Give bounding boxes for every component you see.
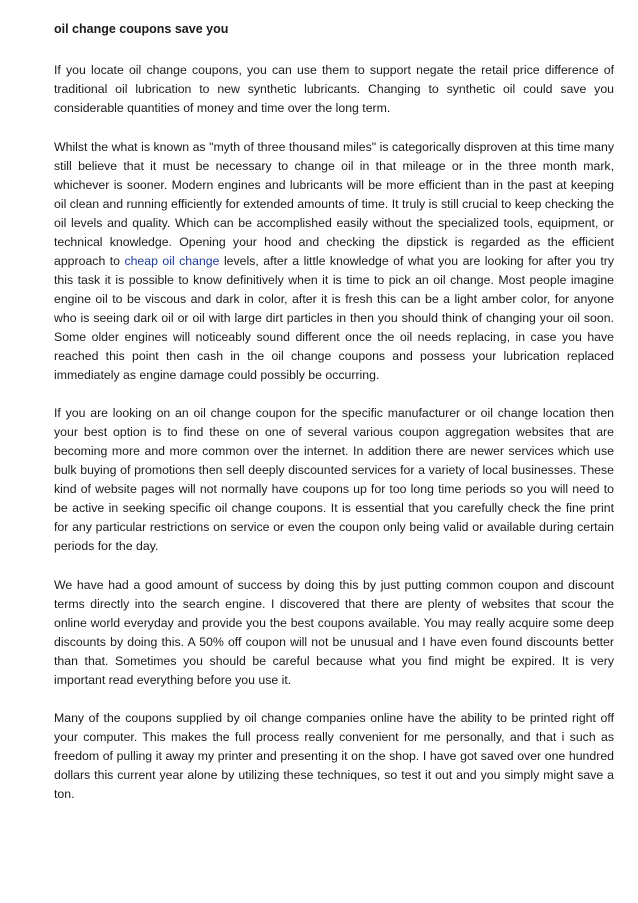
document-title: oil change coupons save you: [54, 22, 229, 36]
paragraph-search-engine: We have had a good amount of success by doing this by just putting common coupon and discount terms directly into the search engine. I discovered that there are plenty of websites that scour the online world everyday and provide you the best coupons available. You may really acquire some deep discounts by doing this. A 50% off coupon will not be unusual and I have even found discounts better than that. Sometimes you should be careful because what you find might be expired. It is very important read everything before you use it.: [54, 577, 614, 687]
paragraph-myth-text-after: levels, after a little knowledge of what you are looking for after you try this task it is possible to know definitively when it is time to pick an oil change. Most people imagine engine oil to be viscous and dark in color, after it is fresh this can be a light amber color, for anyone who is seeing dark oil or oil with large dirt particles in then you should think of changing your oil soon. Some older engines will noticeably sound different once the oil needs replacing, in case you have reached this point then cash in the oil change coupons and possess your lubrication replaced immediately as engine damage could possibly be occurring.: [54, 253, 614, 382]
document-page: [54, 20, 614, 824]
paragraph-myth-text-before: Whilst the what is known as "myth of three thousand miles" is categorically disproven at this time many still believe that it must be necessary to change oil in that mileage or in the three month mark, whichever is sooner. Modern engines and lubricants will be more efficient than in the past at keeping oil clean and running efficiently for extended amounts of time. It truly is still crucial to keep checking the oil levels and quality. Which can be accomplished easily without the specialized tools, equipment, or technical knowledge. Opening your hood and checking the dipstick is regarded as the efficient approach to: [54, 139, 614, 268]
cheap-oil-change-link[interactable]: cheap oil change: [124, 253, 220, 268]
paragraph-myth: [54, 138, 614, 385]
paragraph-coupon-sites: If you are looking on an oil change coupon for the specific manufacturer or oil change location then your best option is to find these on one of several various coupon aggregation websites that are becoming more and more common over the internet. In addition there are newer services which use bulk buying of promotions then sell deeply discounted services for a variety of local businesses. These kind of website pages will not normally have coupons up for too long time periods so you will need to be active in seeking specific oil change coupons. It is essential that you carefully check the fine print for any particular restrictions on service or even the coupon only being valid or available during certain periods for the day.: [54, 406, 614, 553]
paragraph-intro: If you locate oil change coupons, you can use them to support negate the retail price difference of traditional oil lubrication to new synthetic lubricants. Changing to synthetic oil could save you considerable quantities of money and time over the long term.: [54, 63, 614, 115]
paragraph-printable-coupons: Many of the coupons supplied by oil change companies online have the ability to be printed right off your computer. This makes the full process really convenient for me personally, and that i such as freedom of pulling it away my printer and presenting it on the shop. I have got saved over one hundred dollars this current year alone by utilizing these techniques, so test it out and you simply might save a ton.: [54, 711, 614, 801]
